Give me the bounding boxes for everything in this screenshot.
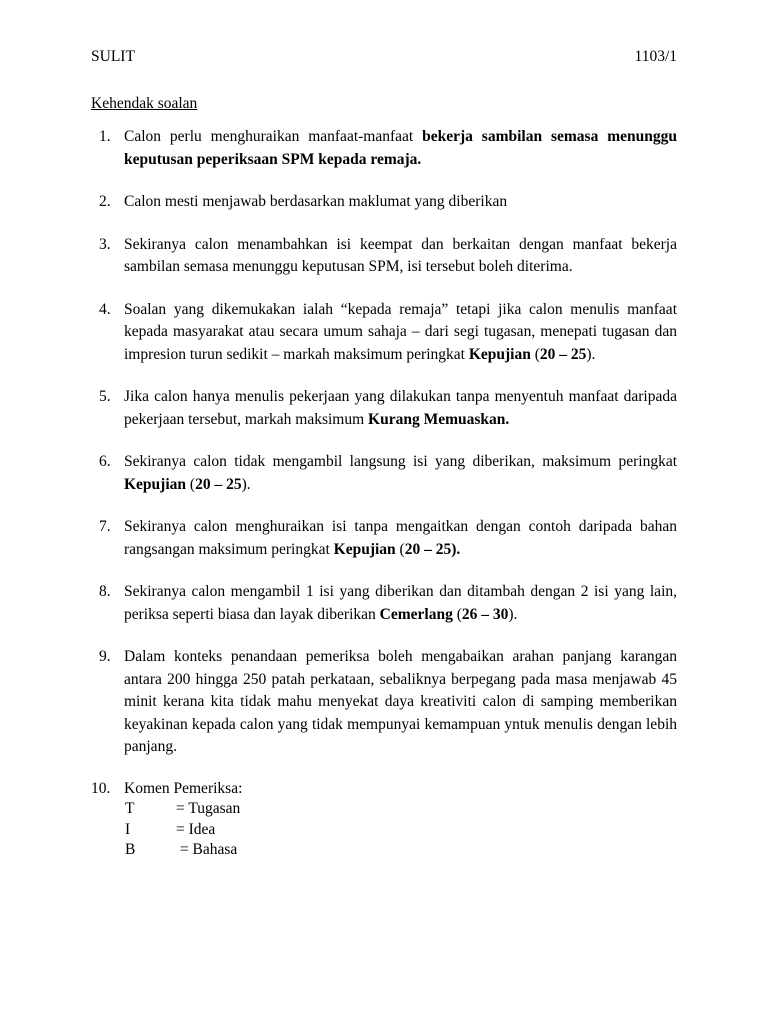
- komen-row-b: [124, 840, 677, 861]
- item-text: Jika calon hanya menulis pekerjaan yang dilakukan tanpa menyentuh manfaat daripada pekerjaan tersebut, markah maksimum: [124, 388, 677, 428]
- list-item: [91, 126, 677, 171]
- list-number: 1.: [99, 128, 111, 145]
- list-number: 3.: [99, 235, 111, 253]
- item-text: ).: [241, 475, 251, 493]
- list-item: [91, 451, 677, 496]
- list-item: [91, 191, 677, 214]
- list-item: [91, 299, 677, 367]
- list-item: [91, 386, 677, 431]
- item-text: (: [452, 605, 462, 623]
- criteria-list: [91, 126, 677, 861]
- item-text: Sekiranya calon mengambil 1 isi yang diberikan dan ditambah dengan 2 isi yang lain, periksa seperti biasa dan layak diberikan: [124, 583, 677, 623]
- bold-text: Kurang Memuaskan.: [368, 410, 510, 428]
- bold-text: 20 – 25: [539, 345, 587, 363]
- komen-value: = Idea: [176, 820, 216, 838]
- list-item: [91, 581, 677, 626]
- item-text: Soalan yang dikemukakan ialah “kepada remaja” tetapi jika calon menulis manfaat kepada masyarakat atau secara umum sahaja – dari segi tugasan, menepati tugasan dan impresion turun sedikit – markah maksimum peringkat: [124, 300, 677, 363]
- item-text: (: [395, 540, 405, 558]
- header-code: 1103/1: [634, 48, 677, 65]
- list-item-komen: [91, 779, 677, 861]
- bold-text: Kepujian: [124, 475, 187, 493]
- komen-value: = Tugasan: [176, 800, 241, 817]
- item-text: Sekiranya calon tidak mengambil langsung isi yang diberikan, maksimum peringkat: [124, 453, 677, 470]
- list-number: 10.: [91, 779, 111, 797]
- item-text: ).: [508, 605, 518, 623]
- list-number: 7.: [99, 518, 111, 535]
- list-item: [91, 234, 677, 279]
- item-text: ).: [586, 345, 596, 363]
- komen-title: Komen Pemeriksa:: [124, 779, 243, 797]
- item-text: Sekiranya calon menambahkan isi keempat dan berkaitan dengan manfaat bekerja sambilan semasa menunggu keputusan SPM, isi tersebut boleh diterima.: [124, 235, 677, 275]
- bold-text: Kepujian: [333, 540, 396, 558]
- komen-row-i: [124, 820, 677, 841]
- komen-row-t: [124, 799, 677, 820]
- bold-text: Kepujian: [468, 345, 531, 363]
- item-text: (: [530, 345, 540, 363]
- section-title: Kehendak soalan: [91, 95, 198, 112]
- list-number: 9.: [99, 648, 111, 665]
- bold-text: 26 – 30: [461, 605, 509, 623]
- list-item: [91, 646, 677, 759]
- bold-text: Cemerlang: [379, 605, 453, 623]
- komen-key: I: [125, 820, 131, 838]
- bold-text: bekerja sambilan semasa menunggu keputusan peperiksaan SPM kepada remaja.: [124, 128, 678, 168]
- komen-key: T: [125, 800, 135, 817]
- list-number: 5.: [99, 388, 111, 405]
- item-text: Calon mesti menjawab berdasarkan maklumat yang diberikan: [124, 193, 508, 210]
- list-number: 6.: [99, 453, 111, 470]
- list-number: 2.: [99, 193, 111, 210]
- komen-key: B: [125, 841, 136, 858]
- bold-text: 20 – 25: [195, 475, 242, 493]
- list-number: 8.: [99, 583, 111, 600]
- list-item: [91, 516, 677, 561]
- komen-value: = Bahasa: [176, 841, 238, 858]
- item-text: (: [186, 475, 196, 493]
- item-text: Calon perlu menghuraikan manfaat-manfaat: [124, 128, 423, 145]
- bold-text: 20 – 25).: [404, 540, 461, 558]
- list-number: 4.: [99, 300, 111, 318]
- header-classification: SULIT: [91, 48, 135, 65]
- item-text: Sekiranya calon menghuraikan isi tanpa mengaitkan dengan contoh daripada bahan rangsangan maksimum peringkat: [124, 518, 677, 558]
- item-text: Dalam konteks penandaan pemeriksa boleh mengabaikan arahan panjang karangan antara 200 hingga 250 patah perkataan, sebaliknya berpegang pada masa menjawab 45 minit kerana kita tidak mahu menyekat daya kreativiti calon di samping memberikan keyakinan kepada calon yang tidak mempunyai kemampuan yntuk menulis dengan lebih panjang.: [124, 648, 677, 755]
